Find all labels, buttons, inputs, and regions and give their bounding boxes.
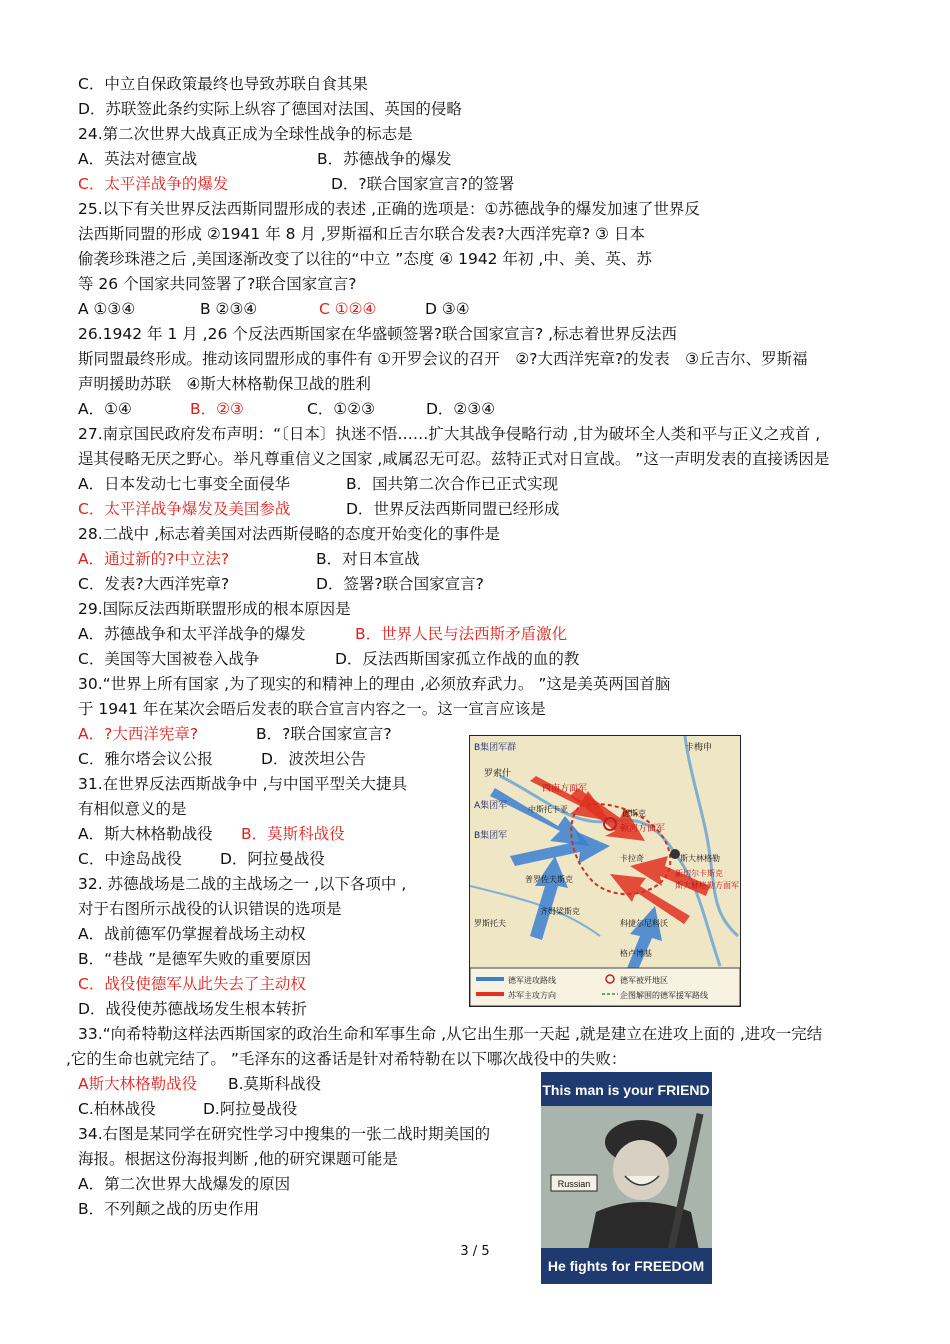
q25-option-d: D ③④ [425, 300, 470, 318]
q33-line-2: ,它的生命也就完结了。 ”毛泽东的这番话是针对希特勒在以下哪次战役中的失败： [66, 1050, 627, 1068]
q25-line-1: 25.以下有关世界反法西斯同盟形成的表述 ,正确的选项是：①苏德战争的爆发加速了世界反 [78, 200, 700, 218]
map-label-2: 罗索什 [484, 769, 512, 779]
map-label-16: 格卢博基 [620, 949, 652, 958]
map-label-0: B集团军群 [474, 743, 517, 753]
q30-option-c: C．雅尔塔会议公报 [78, 750, 213, 768]
q23-option-d: D．苏联签此条约实际上纵容了德国对法国、英国的侵略 [78, 100, 462, 118]
legend-soviet: 苏军主攻方向 [508, 991, 556, 1000]
q31-option-c: C．中途岛战役 [78, 850, 182, 868]
q33-option-a: A斯大林格勒战役 [78, 1075, 198, 1093]
q30-option-d: D．波茨坦公告 [261, 750, 366, 768]
q31-line-1: 31.在世界反法西斯战争中 ,与中国平型关大捷具 [78, 775, 408, 793]
q30-line-1: 30.“世界上所有国家 ,为了现实的和精神上的理由 ,必须放弃武力。 ”这是美英两国首脑 [78, 675, 671, 693]
q25-line-3: 偷袭珍珠港之后 ,美国逐渐改变了以往的“中立 ”态度 ④ 1942 年初 ,中、美、英、苏 [78, 250, 652, 268]
q29-stem: 29.国际反法西斯联盟形成的根本原因是 [78, 600, 351, 618]
map-label-9: 斯大林格勒 [680, 854, 720, 863]
map-label-5: 中斯托卡亚 [528, 805, 568, 814]
q24-stem: 24.第二次世界大战真正成为全球性战争的标志是 [78, 125, 413, 143]
q32-option-d: D．战役使苏德战场发生根本转折 [78, 1000, 307, 1018]
map-label-4: A集团军 [474, 801, 508, 811]
q26-option-b: B．②③ [190, 400, 244, 418]
q30-line-2: 于 1941 年在某次会晤后发表的联合宣言内容之一。这一宣言应该是 [78, 700, 546, 718]
map-label-17: B集团军 [474, 831, 508, 841]
q27-option-a: A．日本发动七七事变全面侵华 [78, 475, 291, 493]
q29-option-a: A．苏德战争和太平洋战争的爆发 [78, 625, 306, 643]
q29-option-c: C．美国等大国被卷入战争 [78, 650, 260, 668]
q27-option-c: C．太平洋战争爆发及美国参战 [78, 500, 291, 518]
q25-line-4: 等 26 个国家共同签署了?联合国家宣言? [78, 275, 357, 293]
q32-option-c: C．战役使德军从此失去了主动权 [78, 975, 306, 993]
map-label-15: 罗斯托夫 [474, 919, 506, 928]
q27-option-b: B．国共第二次合作已正式实现 [346, 475, 559, 493]
poster-tag: Russian [557, 1179, 591, 1189]
q31-option-d: D．阿拉曼战役 [220, 850, 325, 868]
q27-option-d: D．世界反法西斯同盟已经形成 [346, 500, 560, 518]
map-label-3: 西南方面军 [542, 784, 588, 794]
map-label-6: 德斯克 [622, 809, 646, 818]
map-label-7: 顿河方面军 [620, 824, 666, 834]
q30-option-b: B．?联合国家宣言? [256, 725, 392, 743]
poster-top-text: This man is your FRIEND [542, 1082, 710, 1098]
q27-line-2: 逞其侵略无厌之野心。举凡尊重信义之国家 ,咸属忍无可忍。兹特正式对日宣战。 ”这一声明发表的直接诱因是 [78, 450, 830, 468]
map-label-12: 普罗佐夫斯克 [525, 875, 573, 884]
q24-option-b: B．苏德战争的爆发 [317, 150, 452, 168]
q31-option-a: A．斯大林格勒战役 [78, 825, 213, 843]
legend-destroyed: 德军被歼地区 [620, 976, 668, 985]
map-label-11: 斯大林格勒方面军 [675, 881, 739, 890]
q26-option-c: C．①②③ [307, 400, 376, 418]
q32-line-1: 32. 苏德战场是二战的主战场之一 ,以下各项中 , [78, 875, 407, 893]
poster-bottom-text: He fights for FREEDOM [547, 1258, 705, 1274]
page-number: 3 / 5 [460, 1244, 490, 1259]
q28-stem: 28.二战中 ,标志着美国对法西斯侵略的态度开始变化的事件是 [78, 525, 501, 543]
q25-option-c: C ①②④ [319, 300, 377, 318]
q25-line-2: 法西斯同盟的形成 ②1941 年 8 月 ,罗斯福和丘吉尔联合发表?大西洋宪章? ③ 日本 [78, 225, 645, 243]
q32-line-2: 对于右图所示战役的认识错误的选项是 [78, 900, 342, 918]
stalingrad-battle-map [469, 735, 741, 1007]
q24-option-d: D．?联合国家宣言?的签署 [331, 175, 515, 193]
city-marker-stalingrad [670, 849, 680, 859]
map-svg [470, 736, 740, 1006]
q31-option-b: B．莫斯科战役 [241, 825, 345, 843]
q24-option-a: A．英法对德宣战 [78, 150, 198, 168]
map-label-13: 齐姆梁斯克 [540, 907, 580, 916]
q33-option-d: D.阿拉曼战役 [203, 1100, 298, 1118]
q34-option-a: A．第二次世界大战爆发的原因 [78, 1175, 291, 1193]
q32-option-a: A．战前德军仍掌握着战场主动权 [78, 925, 306, 943]
map-label-10: 新切尔卡斯克 [675, 869, 723, 878]
q23-option-c: C．中立自保政策最终也导致苏联自食其果 [78, 75, 368, 93]
q33-option-c: C.柏林战役 [78, 1100, 156, 1118]
q25-option-a: A ①③④ [78, 300, 136, 318]
q28-option-d: D．签署?联合国家宣言? [316, 575, 484, 593]
legend-german: 德军进攻路线 [508, 976, 556, 985]
q31-line-2: 有相似意义的是 [78, 800, 187, 818]
map-label-14: 科捷尔尼科沃 [620, 919, 668, 928]
q34-line-2: 海报。根据这份海报判断 ,他的研究课题可能是 [78, 1150, 398, 1168]
q25-option-b: B ②③④ [200, 300, 258, 318]
q26-line-2: 斯同盟最终形成。推动该同盟形成的事件有 ①开罗会议的召开 ②?大西洋宪章?的发表 ③丘吉尔、罗斯福 [78, 350, 808, 368]
q28-option-c: C．发表?大西洋宪章? [78, 575, 230, 593]
q29-option-d: D．反法西斯国家孤立作战的血的教 [335, 650, 580, 668]
q34-line-1: 34.右图是某同学在研究性学习中搜集的一张二战时期美国的 [78, 1125, 491, 1143]
q32-option-b: B．“巷战 ”是德军失败的重要原因 [78, 950, 312, 968]
q24-option-c: C．太平洋战争的爆发 [78, 175, 229, 193]
q33-option-b: B.莫斯科战役 [228, 1075, 322, 1093]
q33-line-1: 33.“向希特勒这样法西斯国家的政治生命和军事生命 ,从它出生那一天起 ,就是建立在进攻上面的 ,进攻一完结 [78, 1025, 823, 1043]
map-label-8: 卡拉奇 [620, 854, 644, 863]
q28-option-a: A．通过新的?中立法? [78, 550, 230, 568]
q26-option-a: A．①④ [78, 400, 132, 418]
q26-line-1: 26.1942 年 1 月 ,26 个反法西斯国家在华盛顿签署?联合国家宣言? ,标志着世界反法西 [78, 325, 678, 343]
soldier-face [613, 1140, 669, 1200]
q26-line-3: 声明援助苏联 ④斯大林格勒保卫战的胜利 [78, 375, 371, 393]
q30-option-a: A．?大西洋宪章? [78, 725, 199, 743]
q34-option-b: B．不列颠之战的历史作用 [78, 1200, 260, 1218]
q28-option-b: B．对日本宣战 [316, 550, 420, 568]
map-legend-box [470, 968, 740, 1006]
q29-option-b: B．世界人民与法西斯矛盾激化 [355, 625, 568, 643]
q27-line-1: 27.南京国民政府发布声明：“〔日本〕执迷不悟……扩大其战争侵略行动 ,甘为破坏全人类和平与正义之戎首 , [78, 425, 821, 443]
q26-option-d: D．②③④ [426, 400, 496, 418]
legend-relief: 企图解围的德军援军路线 [620, 991, 708, 1000]
map-label-1: 卡梅申 [685, 743, 713, 753]
